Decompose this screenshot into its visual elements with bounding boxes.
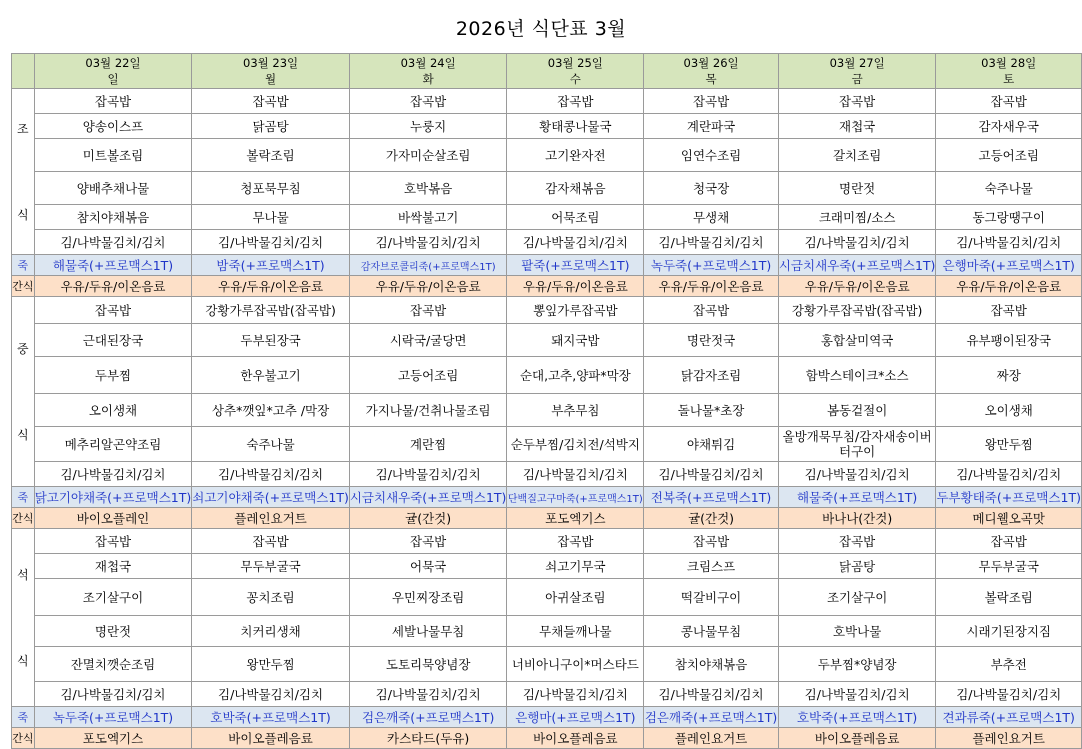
menu-item: 김/나박물김치/김치 — [34, 682, 192, 707]
snack-item: 바이오플레인 — [34, 508, 192, 529]
menu-item: 양배추채나물 — [34, 172, 192, 205]
menu-item: 미트볼조림 — [34, 139, 192, 172]
menu-item: 숙주나물 — [936, 172, 1082, 205]
menu-item: 황태콩나물국 — [507, 114, 644, 139]
breakfast-label-top: 조 — [17, 121, 29, 136]
lunch-label-top: 중 — [17, 341, 29, 356]
snack-item: 포도엑기스 — [507, 508, 644, 529]
menu-item: 잡곡밥 — [34, 297, 192, 324]
menu-item: 잡곡밥 — [778, 529, 936, 554]
menu-item: 쇠고기무국 — [507, 554, 644, 579]
menu-item: 김/나박물김치/김치 — [507, 230, 644, 255]
day-date: 03월 22일 — [85, 56, 141, 70]
menu-item: 잡곡밥 — [936, 529, 1082, 554]
spacer — [12, 362, 34, 422]
menu-item: 감자새우국 — [936, 114, 1082, 139]
menu-item: 야채튀김 — [644, 427, 779, 462]
breakfast-row — [12, 230, 1082, 255]
menu-item: 볼락조림 — [936, 579, 1082, 616]
snack-item: 바이오플레음료 — [507, 728, 644, 749]
menu-item: 김/나박물김치/김치 — [34, 230, 192, 255]
menu-item: 뽕잎가루잡곡밥 — [507, 297, 644, 324]
menu-item: 명란젓 — [778, 172, 936, 205]
menu-item: 도토리묵양념장 — [349, 647, 507, 682]
menu-item: 왕만두찜 — [192, 647, 350, 682]
juk-item: 녹두죽(+프로맥스1T) — [644, 255, 779, 276]
dinner-label-bottom: 식 — [17, 653, 29, 668]
menu-item: 조기살구이 — [778, 579, 936, 616]
juk-label: 죽 — [12, 255, 35, 276]
day-weekday: 수 — [569, 72, 581, 86]
menu-item: 닭곰탕 — [778, 554, 936, 579]
menu-item: 어묵조림 — [507, 205, 644, 230]
juk-item: 두부황태죽(+프로맥스1T) — [936, 487, 1082, 508]
menu-item: 참치야채볶음 — [34, 205, 192, 230]
snack-label: 간식 — [12, 276, 35, 297]
snack-item: 우유/두유/이온음료 — [644, 276, 779, 297]
lunch-row — [12, 462, 1082, 487]
menu-item: 고기완자전 — [507, 139, 644, 172]
menu-item: 무생채 — [644, 205, 779, 230]
juk-item: 해물죽(+프로맥스1T) — [34, 255, 192, 276]
menu-item: 잡곡밥 — [644, 529, 779, 554]
menu-item: 잡곡밥 — [349, 529, 507, 554]
menu-item: 숙주나물 — [192, 427, 350, 462]
menu-item: 무나물 — [192, 205, 350, 230]
day-header — [936, 54, 1082, 89]
menu-item: 부추전 — [936, 647, 1082, 682]
snack-item: 바나나(간것) — [778, 508, 936, 529]
breakfast-row — [12, 172, 1082, 205]
breakfast-snack-row — [12, 276, 1082, 297]
snack-item: 카스타드(두유) — [349, 728, 507, 749]
menu-item: 잡곡밥 — [507, 529, 644, 554]
snack-item: 플레인요거트 — [644, 728, 779, 749]
juk-item: 닭고기야채죽(+프로맥스1T) — [34, 487, 192, 508]
menu-item: 유부팽이된장국 — [936, 324, 1082, 357]
snack-item: 귤(간것) — [349, 508, 507, 529]
snack-item: 포도엑기스 — [34, 728, 192, 749]
menu-table — [11, 53, 1082, 749]
menu-item: 잡곡밥 — [936, 89, 1082, 114]
juk-item: 감자브로콜리죽(+프로맥스1T) — [349, 255, 507, 276]
dinner-row — [12, 682, 1082, 707]
day-weekday: 월 — [265, 72, 277, 86]
menu-item: 강황가루잡곡밥(잡곡밥) — [778, 297, 936, 324]
menu-item: 우민찌장조림 — [349, 579, 507, 616]
day-weekday: 목 — [705, 72, 717, 86]
menu-item: 청포묵무침 — [192, 172, 350, 205]
day-header — [507, 54, 644, 89]
snack-label: 간식 — [12, 508, 35, 529]
menu-item: 청국장 — [644, 172, 779, 205]
dinner-row — [12, 579, 1082, 616]
menu-item: 김/나박물김치/김치 — [192, 682, 350, 707]
day-date: 03월 24일 — [400, 56, 456, 70]
menu-item: 왕만두찜 — [936, 427, 1082, 462]
breakfast-row — [12, 205, 1082, 230]
dinner-snack-row — [12, 728, 1082, 749]
header-row — [12, 54, 1082, 89]
menu-item: 김/나박물김치/김치 — [778, 230, 936, 255]
menu-item: 가자미순살조림 — [349, 139, 507, 172]
day-weekday: 일 — [107, 72, 119, 86]
dinner-row — [12, 616, 1082, 647]
menu-item: 올방개묵무침/감자새송이버터구이 — [778, 427, 936, 462]
menu-item: 오이생채 — [936, 394, 1082, 427]
spacer — [12, 588, 34, 648]
menu-item: 두부된장국 — [192, 324, 350, 357]
menu-item: 홍합살미역국 — [778, 324, 936, 357]
day-header — [778, 54, 936, 89]
menu-item: 잡곡밥 — [34, 89, 192, 114]
menu-item: 무채들깨나물 — [507, 616, 644, 647]
juk-item: 단백질고구마죽(+프로맥스1T) — [507, 487, 644, 508]
snack-item: 플레인요거트 — [192, 508, 350, 529]
dinner-row — [12, 529, 1082, 554]
menu-item: 짜장 — [936, 357, 1082, 394]
menu-item: 호박나물 — [778, 616, 936, 647]
breakfast-label-bottom: 식 — [17, 207, 29, 222]
lunch-juk-row — [12, 487, 1082, 508]
day-header — [644, 54, 779, 89]
menu-item: 순두부찜/김치전/석박지 — [507, 427, 644, 462]
juk-item: 팥죽(+프로맥스1T) — [507, 255, 644, 276]
day-weekday: 토 — [1003, 72, 1015, 86]
menu-item: 명란젓 — [34, 616, 192, 647]
menu-item: 시락국/굴당면 — [349, 324, 507, 357]
menu-item: 메추리알곤약조림 — [34, 427, 192, 462]
juk-item: 은행마(+프로맥스1T) — [507, 707, 644, 728]
snack-item: 귤(간것) — [644, 508, 779, 529]
menu-item: 김/나박물김치/김치 — [507, 682, 644, 707]
menu-item: 김/나박물김치/김치 — [644, 462, 779, 487]
juk-item: 호박죽(+프로맥스1T) — [778, 707, 936, 728]
menu-item: 볼락조림 — [192, 139, 350, 172]
menu-item: 꽁치조림 — [192, 579, 350, 616]
juk-item: 시금치새우죽(+프로맥스1T) — [778, 255, 936, 276]
menu-item: 잡곡밥 — [936, 297, 1082, 324]
menu-item: 세발나물무침 — [349, 616, 507, 647]
lunch-row — [12, 394, 1082, 427]
menu-item: 참치야채볶음 — [644, 647, 779, 682]
menu-item: 너비아니구이*머스타드 — [507, 647, 644, 682]
juk-item: 녹두죽(+프로맥스1T) — [34, 707, 192, 728]
menu-item: 순대,고추,양파*막장 — [507, 357, 644, 394]
menu-item: 계란찜 — [349, 427, 507, 462]
breakfast-label — [12, 89, 35, 255]
menu-item: 김/나박물김치/김치 — [34, 462, 192, 487]
snack-item: 우유/두유/이온음료 — [778, 276, 936, 297]
menu-item: 돌나물*초장 — [644, 394, 779, 427]
menu-item: 임연수조림 — [644, 139, 779, 172]
breakfast-row — [12, 89, 1082, 114]
day-date: 03월 25일 — [547, 56, 603, 70]
lunch-row — [12, 297, 1082, 324]
menu-item: 조기살구이 — [34, 579, 192, 616]
menu-item: 고등어조림 — [349, 357, 507, 394]
juk-item: 해물죽(+프로맥스1T) — [778, 487, 936, 508]
menu-item: 잡곡밥 — [778, 89, 936, 114]
menu-item: 잡곡밥 — [192, 89, 350, 114]
lunch-row — [12, 427, 1082, 462]
menu-item: 함박스테이크*소스 — [778, 357, 936, 394]
menu-item: 김/나박물김치/김치 — [349, 230, 507, 255]
menu-item: 한우불고기 — [192, 357, 350, 394]
menu-item: 고등어조림 — [936, 139, 1082, 172]
lunch-label-bottom: 식 — [17, 427, 29, 442]
menu-item: 감자채볶음 — [507, 172, 644, 205]
breakfast-juk-row — [12, 255, 1082, 276]
menu-item: 김/나박물김치/김치 — [644, 230, 779, 255]
menu-item: 시래기된장지짐 — [936, 616, 1082, 647]
menu-item: 김/나박물김치/김치 — [936, 462, 1082, 487]
menu-item: 크림스프 — [644, 554, 779, 579]
menu-item: 김/나박물김치/김치 — [192, 230, 350, 255]
lunch-row — [12, 324, 1082, 357]
snack-item: 플레인요거트 — [936, 728, 1082, 749]
menu-item: 김/나박물김치/김치 — [349, 682, 507, 707]
dinner-row — [12, 647, 1082, 682]
page-title: 2026년 식단표 3월 — [455, 18, 627, 40]
breakfast-row — [12, 114, 1082, 139]
snack-item: 우유/두유/이온음료 — [507, 276, 644, 297]
dinner-label — [12, 529, 35, 707]
menu-item: 어묵국 — [349, 554, 507, 579]
menu-item: 잡곡밥 — [192, 529, 350, 554]
menu-item: 재첩국 — [778, 114, 936, 139]
day-header — [192, 54, 350, 89]
day-date: 03월 28일 — [981, 56, 1037, 70]
menu-item: 바싹불고기 — [349, 205, 507, 230]
menu-item: 무두부굴국 — [936, 554, 1082, 579]
lunch-row — [12, 357, 1082, 394]
menu-item: 누룽지 — [349, 114, 507, 139]
juk-item: 호박죽(+프로맥스1T) — [192, 707, 350, 728]
breakfast-row — [12, 139, 1082, 172]
menu-item: 두부찜*양념장 — [778, 647, 936, 682]
menu-item: 호박볶음 — [349, 172, 507, 205]
menu-item: 재첩국 — [34, 554, 192, 579]
menu-item: 닭감자조림 — [644, 357, 779, 394]
menu-item: 크래미찜/소스 — [778, 205, 936, 230]
menu-item: 김/나박물김치/김치 — [507, 462, 644, 487]
menu-item: 무두부굴국 — [192, 554, 350, 579]
menu-item: 김/나박물김치/김치 — [936, 230, 1082, 255]
lunch-label — [12, 297, 35, 487]
spacer — [12, 142, 34, 202]
menu-item: 아귀살조림 — [507, 579, 644, 616]
snack-label: 간식 — [12, 728, 35, 749]
corner-cell — [12, 54, 35, 89]
snack-item: 우유/두유/이온음료 — [192, 276, 350, 297]
snack-item: 바이오플레음료 — [778, 728, 936, 749]
menu-item: 돼지국밥 — [507, 324, 644, 357]
menu-item: 명란젓국 — [644, 324, 779, 357]
menu-item: 잔멸치깻순조림 — [34, 647, 192, 682]
day-weekday: 화 — [422, 72, 434, 86]
menu-item: 양송이스프 — [34, 114, 192, 139]
menu-item: 잡곡밥 — [644, 297, 779, 324]
day-date: 03월 23일 — [243, 56, 299, 70]
menu-item: 두부찜 — [34, 357, 192, 394]
menu-item: 계란파국 — [644, 114, 779, 139]
lunch-snack-row — [12, 508, 1082, 529]
dinner-row — [12, 554, 1082, 579]
snack-item: 우유/두유/이온음료 — [34, 276, 192, 297]
menu-item: 상추*깻잎*고추 /막장 — [192, 394, 350, 427]
menu-item: 김/나박물김치/김치 — [644, 682, 779, 707]
menu-item: 부추무침 — [507, 394, 644, 427]
dinner-label-top: 석 — [17, 567, 29, 582]
menu-item: 동그랑땡구이 — [936, 205, 1082, 230]
menu-item: 콩나물무침 — [644, 616, 779, 647]
menu-item: 잡곡밥 — [349, 89, 507, 114]
juk-item: 밤죽(+프로맥스1T) — [192, 255, 350, 276]
juk-item: 쇠고기야채죽(+프로맥스1T) — [192, 487, 350, 508]
menu-item: 오이생채 — [34, 394, 192, 427]
menu-item: 잡곡밥 — [349, 297, 507, 324]
menu-item: 치커리생채 — [192, 616, 350, 647]
menu-item: 닭곰탕 — [192, 114, 350, 139]
menu-item: 김/나박물김치/김치 — [192, 462, 350, 487]
juk-item: 전복죽(+프로맥스1T) — [644, 487, 779, 508]
menu-item: 김/나박물김치/김치 — [936, 682, 1082, 707]
juk-item: 검은깨죽(+프로맥스1T) — [349, 707, 507, 728]
menu-item: 김/나박물김치/김치 — [349, 462, 507, 487]
juk-label: 죽 — [12, 707, 35, 728]
menu-item: 봄동겉절이 — [778, 394, 936, 427]
day-date: 03월 27일 — [829, 56, 885, 70]
menu-item: 근대된장국 — [34, 324, 192, 357]
juk-item: 검은깨죽(+프로맥스1T) — [644, 707, 779, 728]
snack-item: 우유/두유/이온음료 — [936, 276, 1082, 297]
menu-item: 강황가루잡곡밥(잡곡밥) — [192, 297, 350, 324]
menu-item: 떡갈비구이 — [644, 579, 779, 616]
snack-item: 바이오플레음료 — [192, 728, 350, 749]
day-header — [34, 54, 192, 89]
day-weekday: 금 — [851, 72, 863, 86]
juk-item: 시금치새우죽(+프로맥스1T) — [349, 487, 507, 508]
snack-item: 메디웰오곡맛 — [936, 508, 1082, 529]
juk-label: 죽 — [12, 487, 35, 508]
menu-item: 잡곡밥 — [644, 89, 779, 114]
menu-item: 잡곡밥 — [507, 89, 644, 114]
menu-item: 갈치조림 — [778, 139, 936, 172]
day-header — [349, 54, 507, 89]
menu-item: 가지나물/건취나물조림 — [349, 394, 507, 427]
day-date: 03월 26일 — [683, 56, 739, 70]
juk-item: 은행마죽(+프로맥스1T) — [936, 255, 1082, 276]
dinner-juk-row — [12, 707, 1082, 728]
snack-item: 우유/두유/이온음료 — [349, 276, 507, 297]
menu-item: 잡곡밥 — [34, 529, 192, 554]
juk-item: 견과류죽(+프로맥스1T) — [936, 707, 1082, 728]
menu-item: 김/나박물김치/김치 — [778, 682, 936, 707]
menu-item: 김/나박물김치/김치 — [778, 462, 936, 487]
